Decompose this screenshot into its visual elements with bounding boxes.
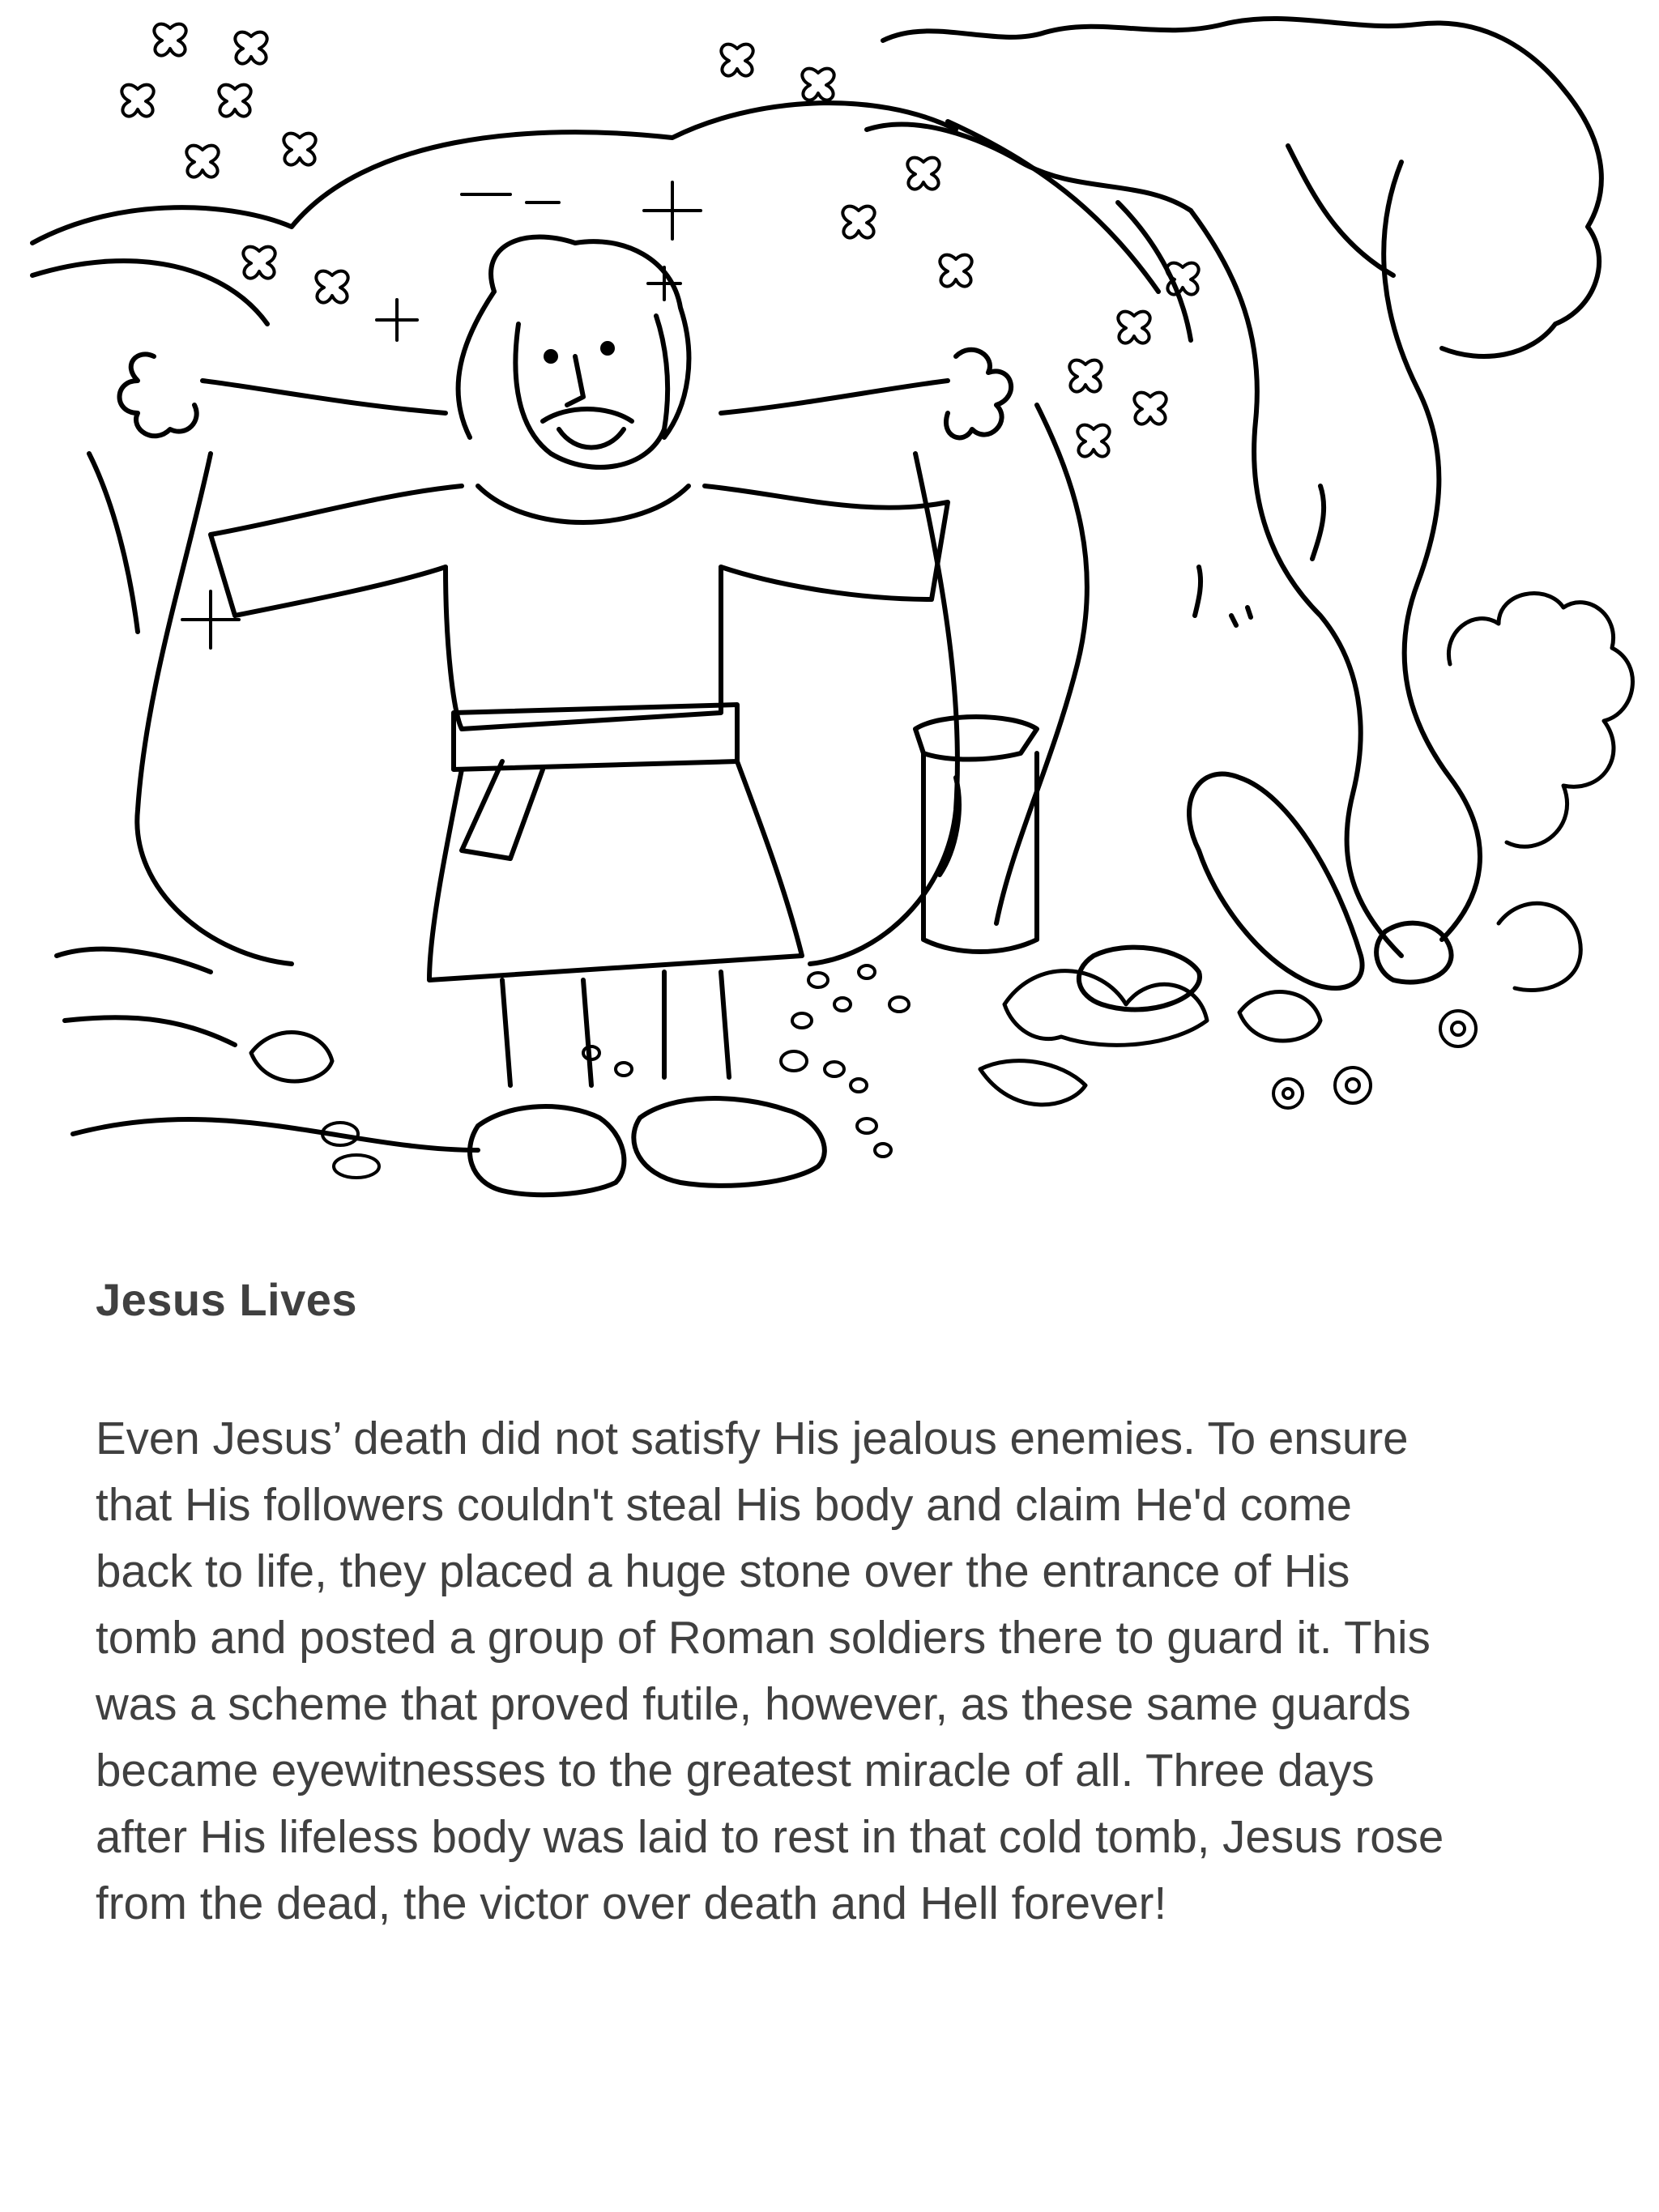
tomb-hill-outline: [32, 103, 1158, 1150]
story-line: Even Jesus’ death did not satisfy His jealous enemies. To ensure: [96, 1413, 1409, 1464]
story-line: tomb and posted a group of Roman soldiers there to guard it. This: [96, 1612, 1431, 1663]
flowers: [1273, 1011, 1476, 1108]
story-line: that His followers couldn't steal His body and claim He'd come: [96, 1479, 1352, 1530]
folded-grave-cloth: [915, 717, 1037, 952]
bushes: [251, 594, 1632, 1105]
story-line: after His lifeless body was laid to rest in that cold tomb, Jesus rose: [96, 1811, 1444, 1862]
story-line: back to life, they placed a huge stone over the entrance of His: [96, 1545, 1350, 1596]
story-paragraph: [96, 1405, 1618, 1937]
story-line: became eyewitnesses to the greatest miracle of all. Three days: [96, 1745, 1375, 1796]
olive-tree: [867, 19, 1601, 956]
story-line: from the dead, the victor over death and Hell forever!: [96, 1877, 1167, 1929]
story-line: was a scheme that proved futile, however, as these same guards: [96, 1678, 1411, 1729]
resurrection-coloring-illustration: [24, 0, 1636, 1231]
page-title: Jesus Lives: [96, 1274, 358, 1325]
tomb-stone: [1079, 774, 1452, 1010]
